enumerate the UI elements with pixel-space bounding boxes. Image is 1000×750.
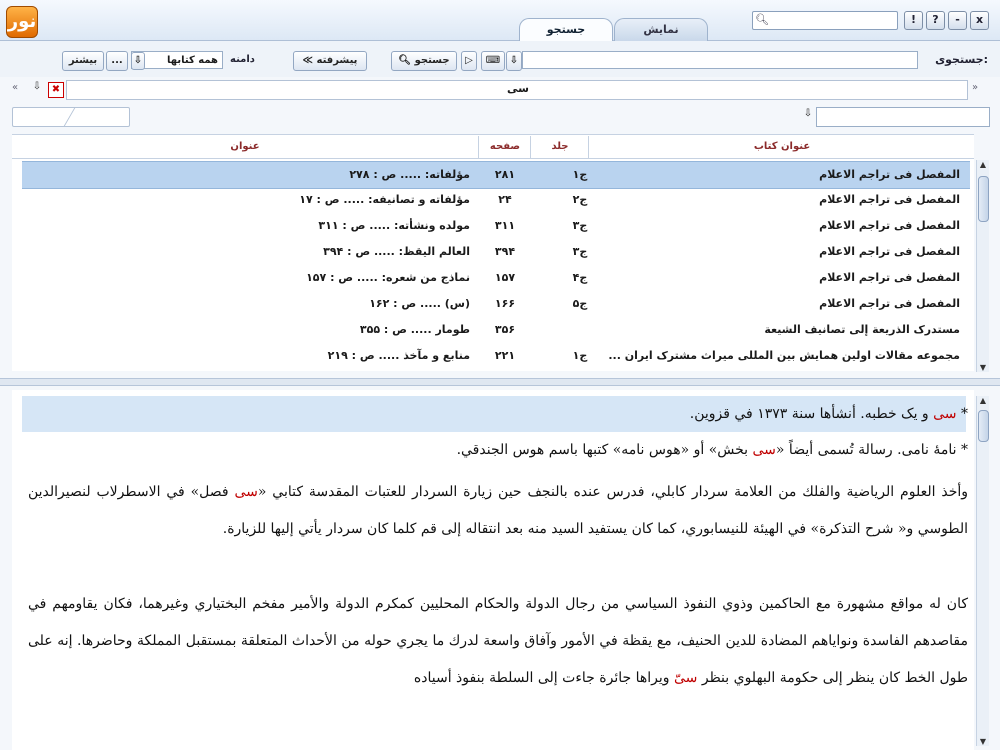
clear-filter-button[interactable] xyxy=(48,82,64,98)
results-scrollbar[interactable] xyxy=(976,160,989,372)
book-filter-input[interactable] xyxy=(816,107,990,127)
quick-search-input[interactable] xyxy=(752,11,898,30)
row-book: المفصل فی تراجم الاعلام xyxy=(819,297,960,310)
column-header-book[interactable]: عنوان کتاب xyxy=(753,141,811,152)
chevron-down-icon: ⇩ xyxy=(803,108,813,119)
search-icon: 🔍︎ xyxy=(755,13,769,26)
search-button[interactable]: 🔍︎ جستجو xyxy=(391,51,457,71)
column-header-page[interactable]: صفحه xyxy=(489,141,521,152)
book-filter-dropdown[interactable] xyxy=(802,108,814,119)
search-label: جستجوی: xyxy=(935,53,988,66)
text-paragraph-2: کان له مواقع مشهورة مع الحاکمین وذوي النفوذ السیاسي من رجال الدولة والحکام المحلیین کمکرم الدولة والأمیر مفخم البختیاري وغیرهما، فکان یقاومهم في مقاصدهم الفاسدة ونوایاهم المضادة للدین الحنیف، مع یقظة في الأمور وآفاق واسعة لدرك ما یجري حوله من الأحداث المتعلقة بمستقبل المملکة وحاضرها. إنه علی طول الخط کان ینظر إلی حکومة البهلوي بنظر سیّ ویراها جائرة جاءت إلی السلطة بنفوذ أسیاده xyxy=(28,596,968,686)
text-line-2: * نامهٔ نامی. رسالة تُسمى أیضاً «سی بخش» أو «هوس نامه» کتبها باسم هوس الجندقي. xyxy=(456,442,968,458)
keyboard-icon: ⌨ xyxy=(485,55,501,66)
scope-dropdown-arrow[interactable] xyxy=(131,52,145,70)
info-button[interactable]: ! xyxy=(904,11,923,30)
row-volume: ج۲ xyxy=(572,193,588,206)
row-page: ۱۶۶ xyxy=(494,297,516,310)
ellipsis-button[interactable]: ... xyxy=(106,51,128,71)
close-button[interactable]: x xyxy=(970,11,989,30)
row-page: ۱۵۷ xyxy=(494,271,516,284)
table-row[interactable] xyxy=(22,187,970,213)
close-icon: ✖ xyxy=(51,84,61,95)
text-line-1: * سی و یک خطبه. أنشأها سنة ۱۳۷۳ في قزوین. xyxy=(689,406,968,422)
table-row[interactable] xyxy=(22,239,970,265)
row-book: المفصل فی تراجم الاعلام xyxy=(819,168,960,181)
row-title: نماذج من شعره: ..... ص : ۱۵۷ xyxy=(306,271,470,284)
scroll-down-icon[interactable]: ▼ xyxy=(979,363,987,372)
search-icon: 🔍︎ xyxy=(398,55,412,66)
row-title: مولده ونشأته: ..... ص : ۳۱۱ xyxy=(318,219,470,232)
table-row[interactable] xyxy=(22,265,970,291)
search-hit: سیّ xyxy=(673,670,698,686)
row-book: مستدرک الذریعة إلی تصانیف الشیعة xyxy=(764,323,960,336)
text-scrollbar[interactable] xyxy=(976,396,989,746)
row-title: العالم اليقظ: ..... ص : ۳۹۴ xyxy=(323,245,470,258)
search-input[interactable] xyxy=(522,51,918,69)
row-volume: ج۳ xyxy=(572,245,588,258)
column-header-volume[interactable]: جلد xyxy=(551,141,569,152)
row-title: (س) ..... ص : ۱۶۲ xyxy=(369,297,470,310)
row-page: ۲۲۱ xyxy=(494,349,516,362)
row-volume: ج۱ xyxy=(572,349,588,362)
advanced-search-button[interactable]: ≪ پیشرفته xyxy=(293,51,367,71)
search-hit: سی xyxy=(933,406,957,422)
row-title: منابع و مآخذ ..... ص : ۲۱۹ xyxy=(327,349,470,362)
row-page: ۲۸۱ xyxy=(494,168,516,181)
scroll-thumb[interactable] xyxy=(978,410,989,442)
chevron-down-icon: ⇩ xyxy=(509,55,519,66)
filter-box[interactable] xyxy=(66,80,968,100)
table-row[interactable] xyxy=(22,291,970,317)
collapse-right-icon[interactable]: » xyxy=(972,82,979,93)
row-title: مؤلفاته: ..... ص : ۲۷۸ xyxy=(349,168,470,181)
scroll-down-icon[interactable]: ▼ xyxy=(979,737,987,746)
tab-display[interactable]: نمایش xyxy=(614,18,708,41)
search-hit: سی xyxy=(234,484,258,500)
row-volume xyxy=(560,317,600,343)
row-volume: ج۴ xyxy=(572,271,588,284)
collapse-left-icon[interactable]: « xyxy=(12,82,19,93)
filter-value: سی xyxy=(507,82,529,95)
text-paragraph-1: وأخذ العلوم الریاضیة والفلك من العلامة سردار کابلي، فدرس عنده بالنجف حین زیارة السردار للعتبات المقدسة کتابي «سی فصل» في الاسطرلاب لنصیرالدین الطوسي و« شرح التذکرة» في الهیئة للنیسابوري، کما کان یستفید السید منه بعد انتقاله إلی قم کلما کان سردار یأتي إلیها للزیارة. xyxy=(28,484,969,537)
chevron-down-icon: ⇩ xyxy=(32,81,42,92)
scroll-up-icon[interactable]: ▲ xyxy=(979,160,987,169)
help-button[interactable]: ? xyxy=(926,11,945,30)
scope-label: دامنه xyxy=(230,54,255,65)
table-row[interactable] xyxy=(22,161,970,189)
row-book: المفصل فی تراجم الاعلام xyxy=(819,245,960,258)
row-title: طومار ..... ص : ۳۵۵ xyxy=(359,323,470,336)
filter-dropdown[interactable] xyxy=(30,81,44,97)
row-book: مجموعه مقالات اولین همایش بین المللی میراث مشترک ایران ... xyxy=(608,349,960,362)
scope-select[interactable]: همه کتابها xyxy=(131,51,223,69)
row-page: ۲۴ xyxy=(498,193,512,206)
row-book: المفصل فی تراجم الاعلام xyxy=(819,219,960,232)
panel-splitter[interactable] xyxy=(0,378,1000,386)
range-slider[interactable] xyxy=(12,107,130,127)
column-header-title[interactable]: عنوان xyxy=(230,141,260,152)
row-book: المفصل فی تراجم الاعلام xyxy=(819,271,960,284)
search-hit: سی xyxy=(752,442,776,458)
row-page: ۳۱۱ xyxy=(494,219,516,232)
more-button[interactable]: بیشتر xyxy=(62,51,104,71)
keyboard-button[interactable] xyxy=(481,51,505,71)
table-row[interactable] xyxy=(22,317,970,343)
row-volume: ج۱ xyxy=(572,168,588,181)
table-row[interactable] xyxy=(22,213,970,239)
scroll-thumb[interactable] xyxy=(978,176,989,222)
play-icon: ▷ xyxy=(465,55,473,66)
app-logo: نور xyxy=(6,6,38,38)
row-volume: ج۵ xyxy=(572,297,588,310)
row-page: ۳۵۶ xyxy=(494,323,516,336)
scroll-up-icon[interactable]: ▲ xyxy=(979,396,987,405)
tab-search[interactable]: جستجو xyxy=(519,18,613,42)
row-volume: ج۳ xyxy=(572,219,588,232)
row-page: ۳۹۴ xyxy=(494,245,516,258)
double-chevron-down-icon: ≪ xyxy=(302,55,314,66)
minimize-button[interactable]: - xyxy=(948,11,967,30)
table-row[interactable] xyxy=(22,343,970,369)
row-book: المفصل فی تراجم الاعلام xyxy=(819,193,960,206)
search-history-dropdown[interactable] xyxy=(506,51,522,71)
row-title: مؤلفاته و تصانیفه: ..... ص : ۱۷ xyxy=(299,193,470,206)
chevron-down-icon: ⇩ xyxy=(133,55,143,66)
play-button[interactable] xyxy=(461,51,477,71)
